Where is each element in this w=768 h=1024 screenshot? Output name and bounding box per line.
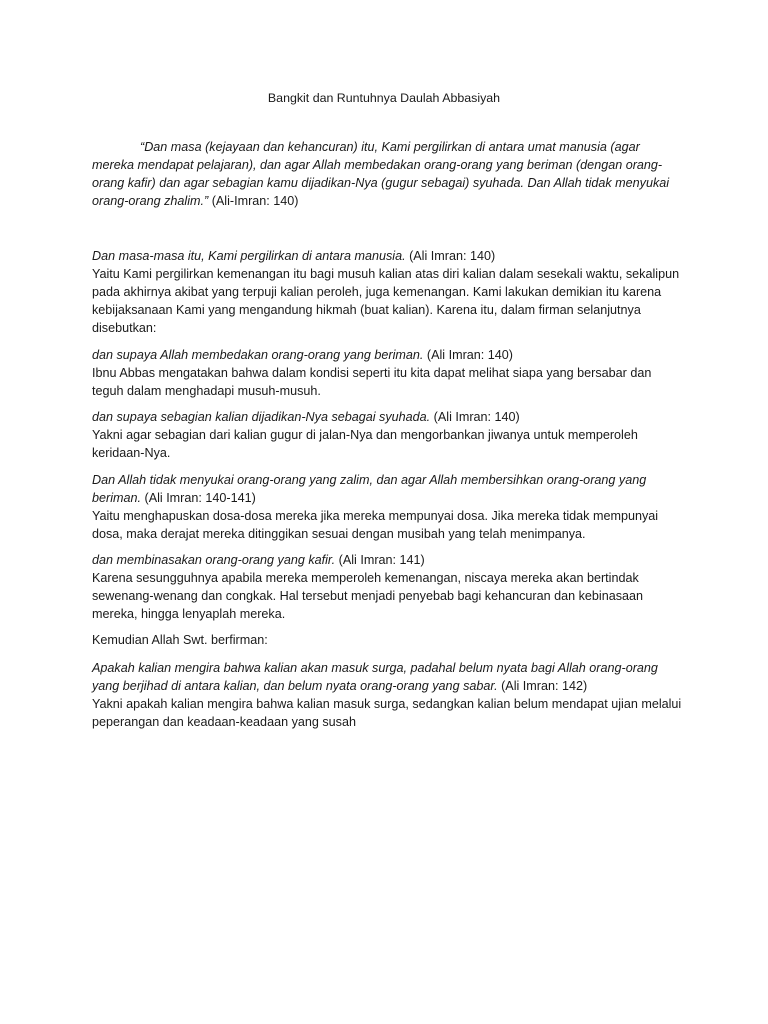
transition-text: Kemudian Allah Swt. berfirman:: [92, 633, 268, 647]
transition-line: [92, 631, 682, 649]
verse-ref: (Ali Imran: 140-141): [141, 491, 256, 505]
verse-ref: (Ali Imran: 140): [405, 249, 496, 263]
verse-explanation: Yaitu Kami pergilirkan kemenangan itu bagi musuh kalian atas diri kalian dalam sesekali waktu, sekalipun pada akhirnya akibat yang terpuji kalian peroleh, juga kemenangan. Kami lakukan demikian itu karena kebijaksanaan Kami yang mengandung hikmah (buat kalian). Karena itu, dalam firman selanjutnya disebutkan:: [92, 267, 680, 335]
verse-explanation: Ibnu Abbas mengatakan bahwa dalam kondisi seperti itu kita dapat melihat siapa yang bersabar dan teguh dalam menghadapi musuh-musuh.: [92, 366, 652, 398]
verse-text: Dan masa-masa itu, Kami pergilirkan di antara manusia.: [92, 249, 406, 263]
verse-explanation: Yakni apakah kalian mengira bahwa kalian masuk surga, sedangkan kalian belum mendapat ujian melalui peperangan dan keadaan-keadaan yang susah: [92, 697, 682, 729]
verse-explanation: Yakni agar sebagian dari kalian gugur di jalan-Nya dan mengorbankan jiwanya untuk memperoleh keridaan-Nya.: [92, 428, 638, 460]
opening-quote: [92, 138, 682, 210]
verse-text: dan supaya Allah membedakan orang-orang yang beriman.: [92, 348, 424, 362]
verse-text: dan membinasakan orang-orang yang kafir.: [92, 553, 336, 567]
closing-section: [92, 659, 682, 731]
verse-text: Apakah kalian mengira bahwa kalian akan masuk surga, padahal belum nyata bagi Allah orang-orang yang berjihad di antara kalian, dan belum nyata orang-orang yang sabar.: [92, 661, 658, 693]
verse-ref: (Ali Imran: 141): [335, 553, 425, 567]
section-2: [92, 346, 682, 400]
opening-quote-ref: (Ali-Imran: 140): [208, 194, 299, 208]
verse-text: dan supaya sebagian kalian dijadikan-Nya sebagai syuhada.: [92, 410, 431, 424]
document-title: Bangkit dan Runtuhnya Daulah Abbasiyah: [267, 91, 501, 105]
verse-ref: (Ali Imran: 140): [430, 410, 520, 424]
verse-ref: (Ali Imran: 140): [423, 348, 513, 362]
verse-ref: (Ali Imran: 142): [497, 679, 588, 693]
verse-text: Dan Allah tidak menyukai orang-orang yang zalim, dan agar Allah membersihkan orang-orang yang beriman.: [92, 473, 647, 505]
opening-quote-text: “Dan masa (kejayaan dan kehancuran) itu, Kami pergilirkan di antara umat manusia (agar mereka mendapat pelajaran), dan agar Allah membedakan orang-orang yang beriman (dengan orang-orang kafir) dan agar sebagian kamu dijadikan-Nya (gugur sebagai) syuhada. Dan Allah tidak menyukai orang-orang zhalim.”: [92, 140, 670, 208]
verse-explanation: Karena sesungguhnya apabila mereka memperoleh kemenangan, niscaya mereka akan bertindak sewenang-wenang dan congkak. Hal tersebut menjadi penyebab bagi kehancuran dan kebinasaan mereka, hingga lenyaplah mereka.: [92, 571, 644, 621]
section-4: [92, 471, 682, 543]
section-3: [92, 408, 682, 462]
section-5: [92, 551, 682, 623]
verse-explanation: Yaitu menghapuskan dosa-dosa mereka jika mereka mempunyai dosa. Jika mereka tidak mempunyai dosa, maka derajat mereka ditinggikan sesuai dengan musibah yang telah menimpanya.: [92, 509, 659, 541]
section-1: [92, 247, 682, 337]
